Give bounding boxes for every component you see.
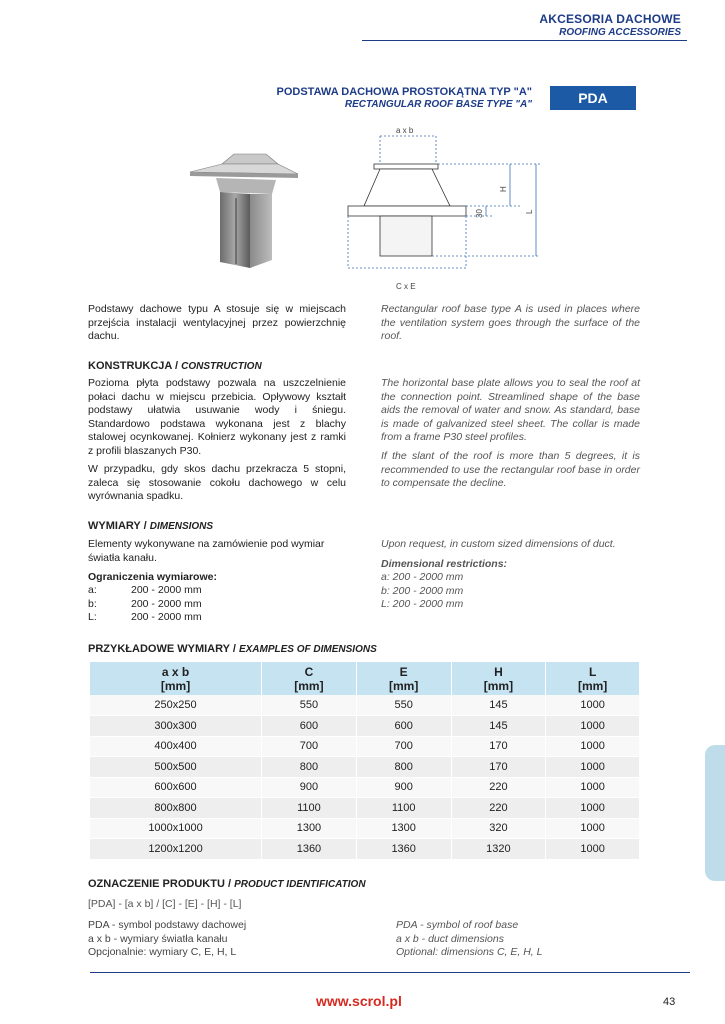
table-cell: 550 — [262, 695, 357, 716]
identification-list-en — [396, 919, 542, 960]
table-cell: 1100 — [262, 798, 357, 819]
table-row — [90, 839, 639, 860]
dimensions-heading-pl: WYMIARY / — [88, 520, 150, 532]
identification-heading — [88, 878, 366, 890]
column-header — [356, 662, 451, 695]
table-cell: 1000 — [546, 839, 639, 860]
table-cell: 550 — [356, 695, 451, 716]
dimensions-text-pl: Elementy wykonywane na zamówienie pod wymiar światła kanału. — [88, 538, 325, 564]
table-cell: 700 — [356, 736, 451, 757]
table-cell: 600 — [356, 716, 451, 737]
identification-line: a x b - duct dimensions — [396, 932, 504, 945]
restriction-row-en: a: 200 - 2000 mm — [381, 571, 464, 583]
table-cell: 1300 — [262, 818, 357, 839]
column-header — [262, 662, 357, 695]
table-cell: 700 — [262, 736, 357, 757]
header-divider — [362, 40, 687, 41]
page-number: 43 — [663, 996, 676, 1008]
drawing-label-axb: a x b — [396, 126, 414, 135]
restriction-key: L: — [88, 611, 97, 623]
product-title — [277, 86, 533, 110]
table-cell: 900 — [262, 777, 357, 798]
intro-text-en: Rectangular roof base type A is used in places where the ventilation system goes through the surface of the roof. — [381, 303, 640, 342]
table-cell: 170 — [451, 757, 546, 778]
table-cell: 145 — [451, 716, 546, 737]
column-unit: [mm] — [577, 678, 608, 693]
table-header-row — [90, 662, 639, 695]
construction-p1-en: The horizontal base plate allows you to seal the roof at the connection point. Streamlined shape of the base aids the removal of water and snow. As standard, base is made of galvanized steel sheet. The collar is made from a frame P30 steel profiles. — [381, 377, 640, 443]
identification-heading-pl: OZNACZENIE PRODUKTU / — [88, 878, 235, 890]
table-cell: 1300 — [356, 818, 451, 839]
table-row — [90, 818, 639, 839]
header-title-en: ROOFING ACCESSORIES — [559, 27, 681, 38]
dimensions-heading-en: DIMENSIONS — [149, 521, 214, 532]
construction-p2-en: If the slant of the roof is more than 5 degrees, it is recommended to use the rectangular roof base in order to compensate the decline. — [381, 450, 640, 489]
product-title-pl: PODSTAWA DACHOWA PROSTOKĄTNA TYP "A" — [276, 86, 532, 98]
column-header — [451, 662, 546, 695]
header-title-pl: AKCESORIA DACHOWE — [539, 12, 681, 26]
product-photo — [186, 150, 306, 274]
table-row — [90, 757, 639, 778]
table-row — [90, 798, 639, 819]
identification-heading-en: PRODUCT IDENTIFICATION — [234, 879, 366, 890]
construction-p2-pl: W przypadku, gdy skos dachu przekracza 5 stopni, zaleca się stosowanie cokołu dachowego w celu wyrównania spadku. — [88, 463, 346, 502]
identification-line: PDA - symbol of roof base — [396, 919, 519, 931]
table-cell: 170 — [451, 736, 546, 757]
construction-heading — [88, 360, 262, 372]
table-row — [90, 695, 639, 716]
table-cell: 220 — [451, 798, 546, 819]
table-cell: 1100 — [356, 798, 451, 819]
identification-line: PDA - symbol podstawy dachowej — [88, 919, 247, 931]
table-cell: 1000 — [546, 818, 639, 839]
identification-line: a x b - wymiary światła kanału — [88, 932, 228, 945]
website-link[interactable]: www.scrol.pl — [316, 993, 402, 1009]
table-row — [90, 716, 639, 737]
drawing-label-l: L — [525, 209, 534, 214]
column-unit: [mm] — [160, 678, 191, 693]
column-name: C — [304, 664, 314, 679]
restrictions-heading-pl: Ograniczenia wymiarowe: — [88, 571, 217, 583]
table-cell: 400x400 — [90, 736, 262, 757]
identification-line: Optional: dimensions C, E, H, L — [396, 946, 543, 958]
restriction-row-en: b: 200 - 2000 mm — [381, 584, 464, 597]
technical-drawing — [340, 122, 560, 294]
identification-code: [PDA] - [a x b] / [C] - [E] - [H] - [L] — [88, 898, 242, 910]
table-row — [90, 777, 639, 798]
table-cell: 800 — [262, 757, 357, 778]
column-name: L — [588, 664, 597, 679]
restriction-value: 200 - 2000 mm — [131, 597, 202, 610]
column-unit: [mm] — [389, 678, 419, 693]
table-cell: 1320 — [451, 839, 546, 860]
dimensions-text-en: Upon request, in custom sized dimensions of duct. — [381, 538, 616, 550]
table-cell: 1000 — [546, 798, 639, 819]
column-unit: [mm] — [294, 678, 324, 693]
table-cell: 800 — [356, 757, 451, 778]
table-cell: 500x500 — [90, 757, 262, 778]
table-cell: 220 — [451, 777, 546, 798]
column-header — [546, 662, 639, 695]
column-name: a x b — [161, 664, 190, 679]
table-cell: 1000 — [546, 777, 639, 798]
construction-heading-pl: KONSTRUKCJA / — [88, 360, 182, 372]
restriction-row-en: L: 200 - 2000 mm — [381, 598, 464, 610]
column-header — [90, 662, 262, 695]
identification-list-pl — [88, 919, 246, 960]
side-tab — [705, 745, 725, 881]
table-cell: 1360 — [356, 839, 451, 860]
table-cell: 1360 — [262, 839, 357, 860]
restriction-key: a: — [88, 584, 97, 596]
identification-line: Opcjonalnie: wymiary C, E, H, L — [88, 946, 237, 958]
restriction-value: 200 - 2000 mm — [131, 611, 202, 623]
product-title-en: RECTANGULAR ROOF BASE TYPE "A" — [344, 99, 532, 110]
restriction-row — [88, 584, 202, 598]
examples-heading — [88, 643, 377, 655]
product-badge: PDA — [550, 86, 636, 110]
examples-heading-pl: PRZYKŁADOWE WYMIARY / — [88, 643, 239, 655]
table-cell: 600x600 — [90, 777, 262, 798]
table-cell: 320 — [451, 818, 546, 839]
table-cell: 1000x1000 — [90, 818, 262, 839]
construction-heading-en: CONSTRUCTION — [181, 361, 262, 372]
restriction-key: b: — [88, 597, 97, 610]
table-cell: 1000 — [546, 757, 639, 778]
table-cell: 1000 — [546, 695, 639, 716]
construction-p1-pl: Pozioma płyta podstawy pozwala na uszczelnienie połaci dachu w miejscu przebicia. Opływowy kształt podstawy ułatwia usuwanie wody i śniegu. Standardowo podstawa wykonana jest z blachy stalowej ocynkowanej. Kołnierz wykonany jest z ramki z profili blaszanych P30. — [88, 377, 346, 457]
column-name: H — [494, 664, 503, 679]
restrictions-list-en — [381, 571, 463, 612]
intro-text-pl: Podstawy dachowe typu A stosuje się w miejscach przejścia instalacji wentylacyjnej przez powierzchnię dachu. — [88, 303, 346, 342]
drawing-label-30: 30 — [475, 209, 484, 218]
table-body — [90, 695, 639, 859]
table-cell: 145 — [451, 695, 546, 716]
table-cell: 1000 — [546, 736, 639, 757]
table-cell: 1200x1200 — [90, 839, 262, 860]
column-unit: [mm] — [483, 678, 514, 693]
table-cell: 900 — [356, 777, 451, 798]
restriction-row — [88, 611, 202, 625]
restriction-value: 200 - 2000 mm — [131, 584, 202, 596]
dimensions-heading — [88, 520, 213, 532]
drawing-label-h: H — [499, 186, 508, 192]
table-cell: 250x250 — [90, 695, 262, 716]
restrictions-heading-en: Dimensional restrictions: — [381, 558, 508, 570]
table-row — [90, 736, 639, 757]
page-header — [539, 12, 681, 38]
table-cell: 600 — [262, 716, 357, 737]
restriction-row — [88, 598, 202, 612]
table-cell: 800x800 — [90, 798, 262, 819]
footer-divider — [90, 972, 690, 973]
table-cell: 300x300 — [90, 716, 262, 737]
dimensions-table — [90, 662, 639, 860]
restrictions-list-pl — [88, 584, 202, 625]
drawing-label-cxe: C x E — [396, 282, 416, 291]
table-cell: 1000 — [546, 716, 639, 737]
examples-heading-en: EXAMPLES OF DIMENSIONS — [238, 644, 377, 655]
column-name: E — [399, 664, 408, 679]
